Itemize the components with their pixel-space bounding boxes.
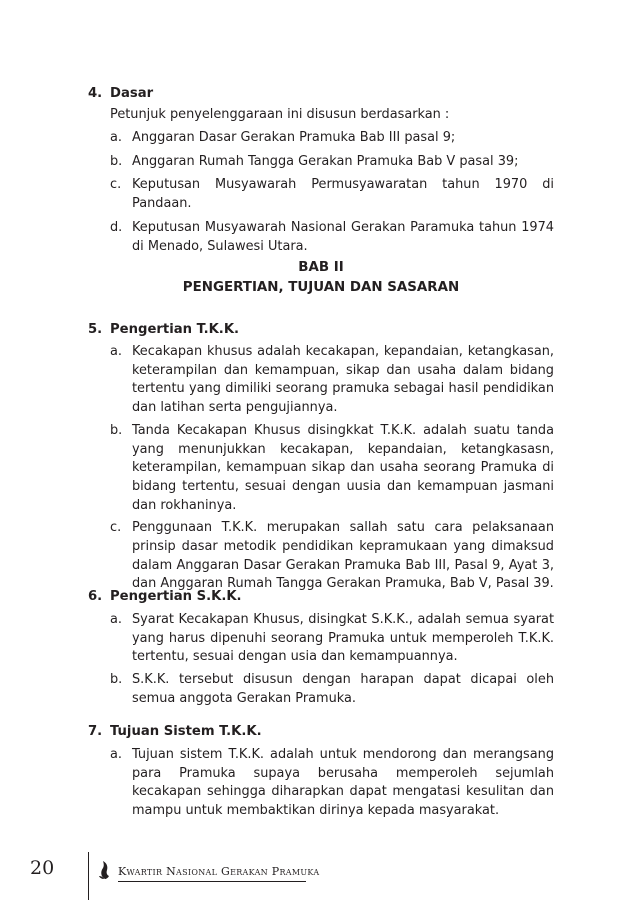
section-pengertian-tkk	[88, 320, 554, 594]
section-heading	[88, 722, 554, 741]
item-text: Penggunaan T.K.K. merupakan sallah satu cara pelaksanaan prinsip dasar metodik pendidikan kepramukaan yang dimaksud dalam Anggaran Dasar Gerakan Pramuka Bab III, Pasal 9, Ayat 3, dan Anggaran Rumah Tangga Gerakan Pramuka, Bab V, Pasal 39.	[132, 520, 554, 592]
section-intro: Petunjuk penyelenggaraan ini disusun berdasarkan :	[110, 107, 450, 122]
list-item	[110, 671, 554, 708]
chapter-number: BAB II	[298, 260, 344, 275]
section-number: 5.	[88, 322, 103, 337]
section-title: Pengertian S.K.K.	[110, 589, 242, 604]
item-text: Anggaran Dasar Gerakan Pramuka Bab III pasal 9;	[132, 130, 456, 145]
page-number: 20	[30, 857, 55, 879]
item-label: d.	[110, 219, 123, 235]
list-item	[110, 219, 554, 256]
list-item	[110, 153, 554, 172]
item-text: Keputusan Musyawarah Permusyawaratan tahun 1970 di Pandaan.	[132, 177, 554, 212]
section-heading	[88, 320, 554, 339]
tunas-kelapa-icon	[98, 860, 112, 880]
item-label: b.	[110, 422, 123, 438]
item-text: Tujuan sistem T.K.K. adalah untuk mendorong dan merangsang para Pramuka supaya berusaha memperoleh sejumlah kecakapan sehingga diharapkan dapat mengatasi kesulitan dan mampu untuk membaktikan dirinya kepada masyarakat.	[132, 747, 554, 819]
item-label: a.	[110, 130, 122, 145]
item-label: c.	[110, 177, 122, 193]
list-item	[110, 611, 554, 667]
section-number: 4.	[88, 86, 103, 101]
item-label: a.	[110, 612, 122, 627]
footer-publisher: Kwartir Nasional Gerakan Pramuka	[118, 865, 320, 878]
item-text: Tanda Kecakapan Khusus disingkkat T.K.K. adalah suatu tanda yang menunjukkan kecakapan, kepandaian, ketangkasasn, keterampilan, kemampuan sikap dan usaha seorang Pramuka di bidang tertentu, sesuai dengan uusia dan kemampuan jasmani dan rokhaninya.	[132, 422, 554, 513]
item-text: S.K.K. tersebut disusun dengan harapan dapat dicapai oleh semua anggota Gerakan Pramuka.	[132, 672, 554, 706]
footer-underline	[118, 881, 306, 882]
section-number: 7.	[88, 724, 103, 739]
section-title: Tujuan Sistem T.K.K.	[110, 724, 262, 739]
section-pengertian-skk	[88, 587, 554, 709]
section-dasar	[88, 84, 554, 256]
list-item	[110, 343, 554, 418]
list-item	[110, 129, 554, 148]
section-tujuan	[88, 722, 554, 821]
item-text: Syarat Kecakapan Khusus, disingkat S.K.K., adalah semua syarat yang harus dipenuhi seorang Pramuka untuk memperoleh T.K.K. tertentu, sesuai dengan usia dan kemampuannya.	[132, 612, 554, 665]
chapter-title: PENGERTIAN, TUJUAN DAN SASARAN	[182, 280, 460, 295]
list-item	[110, 422, 554, 516]
section-title: Dasar	[110, 86, 154, 101]
item-label: c.	[110, 520, 122, 536]
item-text: Keputusan Musyawarah Nasional Gerakan Paramuka tahun 1974 di Menado, Sulawesi Utara.	[132, 219, 554, 254]
item-label: b.	[110, 672, 123, 688]
footer-divider	[88, 852, 89, 900]
item-label: b.	[110, 153, 123, 169]
item-label: a.	[110, 344, 122, 359]
item-text: Kecakapan khusus adalah kecakapan, kepandaian, ketangkasan, keterampilan dan kemampuan, sikap dan usaha dalam bidang tertentu yang dimiliki seorang pramuka sebagai hasil pendidikan dan latihan serta pengujiannya.	[132, 344, 554, 416]
section-title: Pengertian T.K.K.	[110, 322, 240, 337]
list-item	[110, 519, 554, 594]
section-number: 6.	[88, 589, 103, 604]
list-item	[110, 746, 554, 821]
chapter-heading	[88, 258, 554, 298]
item-label: a.	[110, 747, 122, 762]
section-heading	[88, 84, 554, 103]
list-item	[110, 176, 554, 213]
item-text: Anggaran Rumah Tangga Gerakan Pramuka Bab V pasal 39;	[132, 153, 519, 169]
section-heading	[88, 587, 554, 606]
